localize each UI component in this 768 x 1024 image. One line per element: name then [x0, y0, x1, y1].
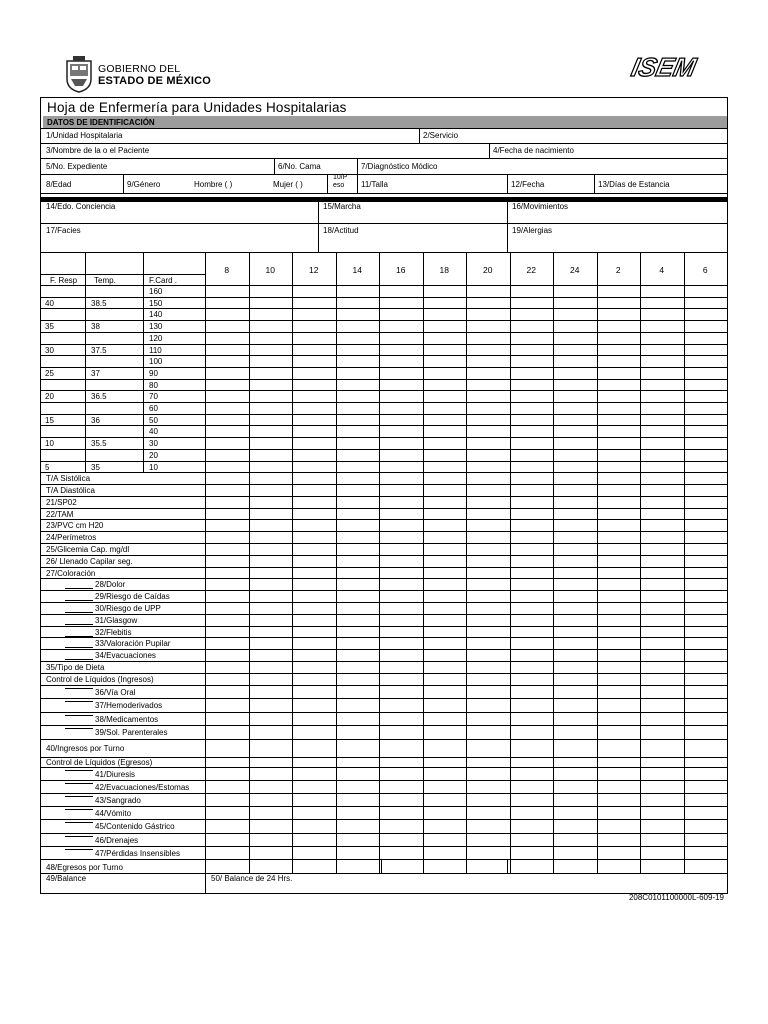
hour-6: 6: [702, 265, 708, 275]
option-mujer[interactable]: Mujer ( ): [273, 180, 303, 189]
vital-cell: 37.5: [91, 345, 107, 355]
vital-cell: 5: [45, 462, 50, 472]
vital-cell: 50: [149, 415, 158, 425]
vital-cell: 160: [149, 287, 163, 296]
coat-of-arms-icon: [64, 55, 94, 93]
vital-cell: 36: [91, 415, 100, 425]
field-fecha-nacimiento[interactable]: 4/Fecha de nacimiento: [493, 146, 574, 155]
egreso-label: 44/Vómito: [95, 809, 132, 819]
ingreso-label: 37/Hemoderivados: [95, 701, 163, 711]
hour-8: 8: [224, 265, 230, 275]
measure-label: 21/SP02: [46, 497, 77, 507]
vital-cell: 120: [149, 333, 163, 343]
measure-label: 25/Glicemia Cap. mg/dl: [46, 545, 130, 554]
vital-cell: 30: [149, 439, 158, 449]
vital-cell: 10: [45, 439, 54, 449]
vital-cell: 60: [149, 404, 158, 413]
ingreso-label: 36/Vía Oral: [95, 687, 136, 697]
vital-cell: 80: [149, 380, 158, 390]
field-marcha[interactable]: 15/Marcha: [323, 202, 361, 211]
form-title: Hoja de Enfermería para Unidades Hospitalarias: [47, 100, 347, 115]
vital-cell: 90: [149, 368, 158, 378]
vital-cell: 10: [149, 462, 158, 472]
measure-label: 26/ Llenado Capilar seg.: [46, 556, 133, 566]
field-nombre-paciente[interactable]: 3/Nombre de la o el Paciente: [46, 146, 150, 155]
vital-cell: 30: [45, 345, 54, 355]
field-expediente[interactable]: 5/No. Expediente: [46, 162, 108, 171]
balance-24-label: 50/ Balance de 24 Hrs.: [211, 874, 293, 883]
hour-2: 2: [615, 265, 621, 275]
isem-logo: [612, 52, 712, 82]
vital-cell: 38.5: [91, 298, 107, 308]
hour-18: 18: [439, 265, 449, 275]
field-servicio[interactable]: 2/Servicio: [423, 131, 459, 140]
option-hombre[interactable]: Hombre ( ): [194, 180, 233, 189]
field-edad[interactable]: 8/Edad: [46, 180, 72, 189]
vital-cell: 36.5: [91, 392, 107, 402]
egreso-label: 41/Diuresis: [95, 769, 136, 779]
measure-label: 30/Riesgo de UPP: [95, 604, 161, 613]
measure-label: 23/PVC cm H20: [46, 521, 104, 531]
egreso-label: 47/Pérdidas Insensibles: [95, 848, 180, 858]
egresos-total-label: 48/Egresos por Turno: [46, 863, 123, 872]
hour-20: 20: [483, 265, 493, 275]
measure-label: 24/Perímetros: [46, 533, 97, 543]
measure-label: 32/Flebitis: [95, 627, 132, 637]
field-movimientos[interactable]: 16/Movimientos: [512, 202, 569, 211]
measure-label: 35/Tipo de Dieta: [46, 663, 105, 672]
field-diagnostico[interactable]: 7/Diagnóstico Módico: [361, 162, 438, 171]
measure-label: 34/Evacuaciones: [95, 651, 156, 661]
header-temp: Temp.: [94, 276, 116, 285]
measure-label: Control de Líquidos (Ingresos): [46, 674, 154, 684]
egresos-title: Control de Líquidos (Egresos): [46, 757, 153, 767]
header-f-card: F.Card .: [149, 276, 178, 285]
gobierno-line1: GOBIERNO DEL: [98, 63, 181, 75]
vital-cell: 35: [91, 462, 100, 472]
hour-22: 22: [526, 265, 536, 275]
hour-16: 16: [396, 265, 406, 275]
egreso-label: 45/Contenido Gástrico: [95, 822, 175, 832]
hour-12: 12: [309, 265, 319, 275]
field-conciencia[interactable]: 14/Edo. Conciencia: [46, 202, 116, 211]
vital-cell: 25: [45, 368, 54, 378]
vital-cell: 40: [45, 298, 54, 308]
vital-cell: 100: [149, 357, 163, 367]
ingreso-label: 38/Medicamentos: [95, 714, 159, 724]
hour-4: 4: [659, 265, 665, 275]
section-title: DATOS DE IDENTIFICACIÓN: [47, 118, 155, 127]
ingresos-total-label: 40/Ingresos por Turno: [46, 743, 125, 753]
vital-cell: 15: [45, 415, 54, 425]
field-genero[interactable]: 9/Género: [127, 180, 161, 189]
vital-cell: 130: [149, 322, 163, 332]
vital-cell: 150: [149, 298, 163, 308]
field-alergias[interactable]: 19/Alergias: [512, 226, 553, 235]
vital-cell: 40: [149, 427, 158, 437]
ingreso-label: 39/Sol. Parenterales: [95, 728, 168, 738]
header-f-resp: F. Resp: [50, 276, 78, 285]
field-actitud[interactable]: 18/Actitud: [323, 226, 359, 235]
vital-cell: 38: [91, 322, 100, 332]
field-dias-estancia[interactable]: 13/Días de Estancia: [598, 180, 670, 189]
measure-label: 27/Coloración: [46, 568, 96, 578]
vital-cell: 140: [149, 310, 163, 320]
hour-10: 10: [265, 265, 275, 275]
measure-label: 29/Riesgo de Caídas: [95, 592, 170, 602]
field-peso-line1[interactable]: 10/P: [333, 174, 348, 181]
measure-label: 22/TAM: [46, 509, 74, 519]
vital-cell: 35: [45, 322, 54, 332]
vital-cell: 35.5: [91, 439, 107, 449]
egreso-label: 43/Sangrado: [95, 796, 141, 805]
measure-label: 33/Valoración Pupilar: [95, 639, 171, 649]
measure-label: 31/Glasgow: [95, 615, 138, 625]
balance-label: 49/Balance: [46, 874, 87, 883]
field-unidad-hospitalaria[interactable]: 1/Unidad Hospitalaria: [46, 131, 123, 140]
hour-14: 14: [352, 265, 362, 275]
field-peso-line2: eso: [333, 182, 345, 189]
egreso-label: 42/Evacuaciones/Estomas: [95, 782, 190, 792]
isem-logo-text: ISEM: [628, 52, 699, 82]
measure-label: T/A Sistólica: [46, 474, 91, 484]
divider-band: [41, 197, 727, 202]
vital-cell: 70: [149, 392, 158, 402]
gobierno-line2: ESTADO DE MÉXICO: [98, 75, 212, 87]
nursing-sheet-form: [40, 97, 728, 894]
measure-label: 28/Dolor: [95, 580, 126, 590]
egreso-label: 46/Drenajes: [95, 835, 139, 845]
gobierno-logo: [64, 55, 214, 95]
measure-label: T/A Diastólica: [46, 486, 95, 495]
field-facies[interactable]: 17/Facies: [46, 226, 81, 235]
field-cama[interactable]: 6/No. Cama: [278, 162, 321, 171]
vital-cell: 20: [149, 450, 158, 460]
field-fecha[interactable]: 12/Fecha: [511, 180, 545, 189]
hour-24: 24: [570, 265, 580, 275]
field-talla[interactable]: 11/Talla: [361, 180, 388, 189]
vital-cell: 37: [91, 368, 100, 378]
vital-cell: 110: [149, 345, 162, 355]
vital-cell: 20: [45, 392, 54, 402]
form-code: 208C0101100000L-609-19: [628, 893, 724, 902]
